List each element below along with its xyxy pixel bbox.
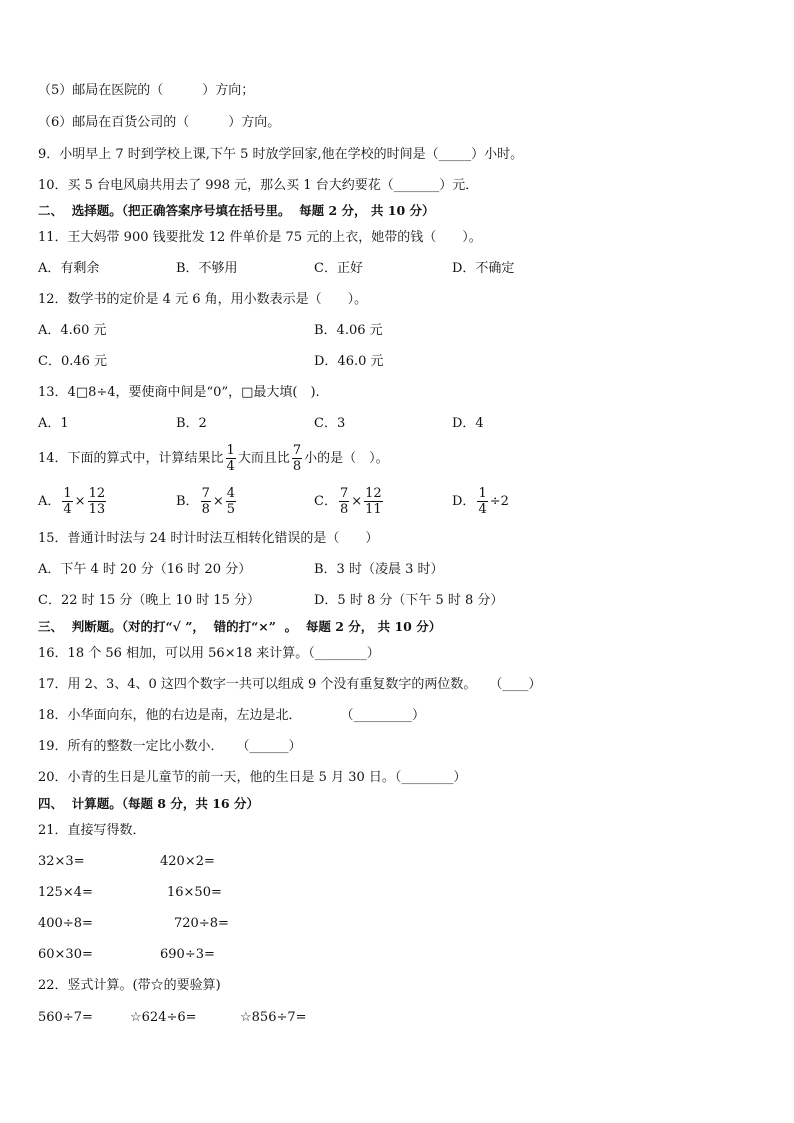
question-14 (38, 441, 389, 477)
question-10: 10．买 5 台电风扇共用去了 998 元，那么买 1 台大约要花（_______）元． (38, 178, 479, 193)
operator: × (212, 494, 224, 509)
section-4-heading: 四、 计算题。（每题 8 分，共 16 分） (38, 796, 259, 811)
operator: ÷2 (489, 494, 509, 509)
calc-item: 720÷8= (174, 916, 229, 931)
q12-option-d: D．46.0 元 (314, 354, 384, 369)
question-21: 21．直接写得数． (38, 823, 146, 838)
option-fraction (62, 486, 72, 517)
fraction-numerator: 4 (226, 486, 236, 501)
calc-item: 690÷3= (160, 947, 215, 962)
fraction-denominator: 4 (478, 502, 487, 517)
question-12: 12．数学书的定价是 4 元 6 角，用小数表示是（ ）。 (38, 292, 368, 307)
question-22: 22．竖式计算。(带☆的要验算) (38, 978, 221, 993)
q14-fraction-2 (292, 443, 302, 474)
option-fraction (339, 486, 349, 517)
q11-option-d: D．不确定 (452, 261, 515, 276)
fraction-numerator: 7 (339, 486, 349, 501)
fraction-denominator: 4 (226, 459, 235, 474)
vertical-calc-item: 560÷7= (38, 1010, 93, 1025)
fraction-denominator: 5 (226, 502, 236, 517)
q14-option-b (176, 484, 238, 520)
q15-option-b: B．3 时（凌晨 3 时） (314, 562, 444, 577)
q15-option-c: C．22 时 15 分（晚上 10 时 15 分） (38, 593, 261, 608)
option-label: A． (38, 494, 61, 509)
fraction-numerator: 7 (201, 486, 210, 501)
question-13: 13．4□8÷4，要使商中间是“0”，□最大填( ). (38, 385, 320, 400)
q14-text-pre: 14．下面的算式中，计算结果比 (38, 451, 224, 466)
fraction-numerator: 1 (226, 443, 235, 458)
calc-item: 32×3= (38, 854, 85, 869)
question-19: 19．所有的整数一定比小数小． （______） (38, 739, 302, 754)
calc-item: 60×30= (38, 947, 93, 962)
question-18: 18．小华面向东，他的右边是南，左边是北． （_________） (38, 708, 426, 723)
fraction-numerator: 12 (88, 486, 106, 501)
operator: × (74, 494, 86, 509)
question-9: 9．小明早上 7 时到学校上课,下午 5 时放学回家,他在学校的时间是（_____）小时。 (38, 147, 524, 162)
calc-item: 16×50= (167, 885, 222, 900)
question-15: 15．普通计时法与 24 时计时法互相转化错误的是（ ） (38, 531, 379, 546)
option-label: B． (176, 494, 199, 509)
option-label: C． (314, 494, 337, 509)
question-5-line: （5）邮局在医院的（ ）方向； (38, 83, 255, 98)
q14-text-mid: 大而且比 (237, 451, 290, 466)
q13-option-a: A．1 (38, 416, 69, 431)
section-2-heading: 二、 选择题。（把正确答案序号填在括号里。 每题 2 分， 共 10 分） (38, 203, 435, 218)
option-label: D． (452, 494, 476, 509)
q14-option-a (38, 484, 108, 520)
fraction-numerator: 12 (365, 486, 382, 501)
question-16: 16．18 个 56 相加，可以用 56×18 来计算。（________） (38, 646, 380, 661)
q14-option-c (314, 484, 385, 520)
q14-fraction-1 (226, 443, 236, 474)
q12-option-c: C．0.46 元 (38, 354, 108, 369)
fraction-numerator: 1 (63, 486, 72, 501)
q14-text-post: 小的是（ ）。 (304, 451, 389, 466)
fraction-numerator: 1 (478, 486, 487, 501)
fraction-numerator: 7 (292, 443, 302, 458)
option-fraction (364, 486, 383, 517)
vertical-calc-item: ☆624÷6= (130, 1010, 197, 1025)
fraction-denominator: 4 (63, 502, 72, 517)
q15-option-d: D．5 时 8 分（下午 5 时 8 分） (314, 593, 504, 608)
q12-option-a: A．4.60 元 (38, 323, 107, 338)
fraction-denominator: 8 (292, 459, 302, 474)
vertical-calc-item: ☆856÷7= (240, 1010, 307, 1025)
fraction-denominator: 8 (201, 502, 210, 517)
q15-option-a: A．下午 4 时 20 分（16 时 20 分） (38, 562, 252, 577)
q12-option-b: B．4.06 元 (314, 323, 383, 338)
question-11: 11．王大妈带 900 钱要批发 12 件单价是 75 元的上衣，她带的钱（ ）。 (38, 230, 482, 245)
fraction-denominator: 11 (365, 502, 382, 517)
question-20: 20．小青的生日是儿童节的前一天，他的生日是 5 月 30 日。（________） (38, 770, 467, 785)
calc-item: 400÷8= (38, 916, 93, 931)
option-fraction (88, 486, 107, 517)
q14-option-d (452, 484, 509, 520)
option-fraction (201, 486, 211, 517)
calc-item: 420×2= (160, 854, 215, 869)
question-17: 17．用 2、3、4、0 这四个数字一共可以组成 9 个没有重复数字的两位数。 （____） (38, 677, 542, 692)
q11-option-a: A．有剩余 (38, 261, 100, 276)
calc-item: 125×4= (38, 885, 93, 900)
q13-option-b: B．2 (176, 416, 207, 431)
fraction-denominator: 8 (339, 502, 349, 517)
q11-option-b: B．不够用 (176, 261, 238, 276)
q13-option-c: C．3 (314, 416, 346, 431)
operator: × (351, 494, 363, 509)
section-3-heading: 三、 判断题。（对的打“√ ”， 错的打“×” 。 每题 2 分， 共 10 分） (38, 619, 442, 634)
question-6-line: （6）邮局在百货公司的（ ）方向。 (38, 115, 281, 130)
option-fraction (477, 486, 487, 517)
fraction-denominator: 13 (88, 502, 106, 517)
q13-option-d: D．4 (452, 416, 484, 431)
option-fraction (226, 486, 236, 517)
q11-option-c: C．正好 (314, 261, 363, 276)
